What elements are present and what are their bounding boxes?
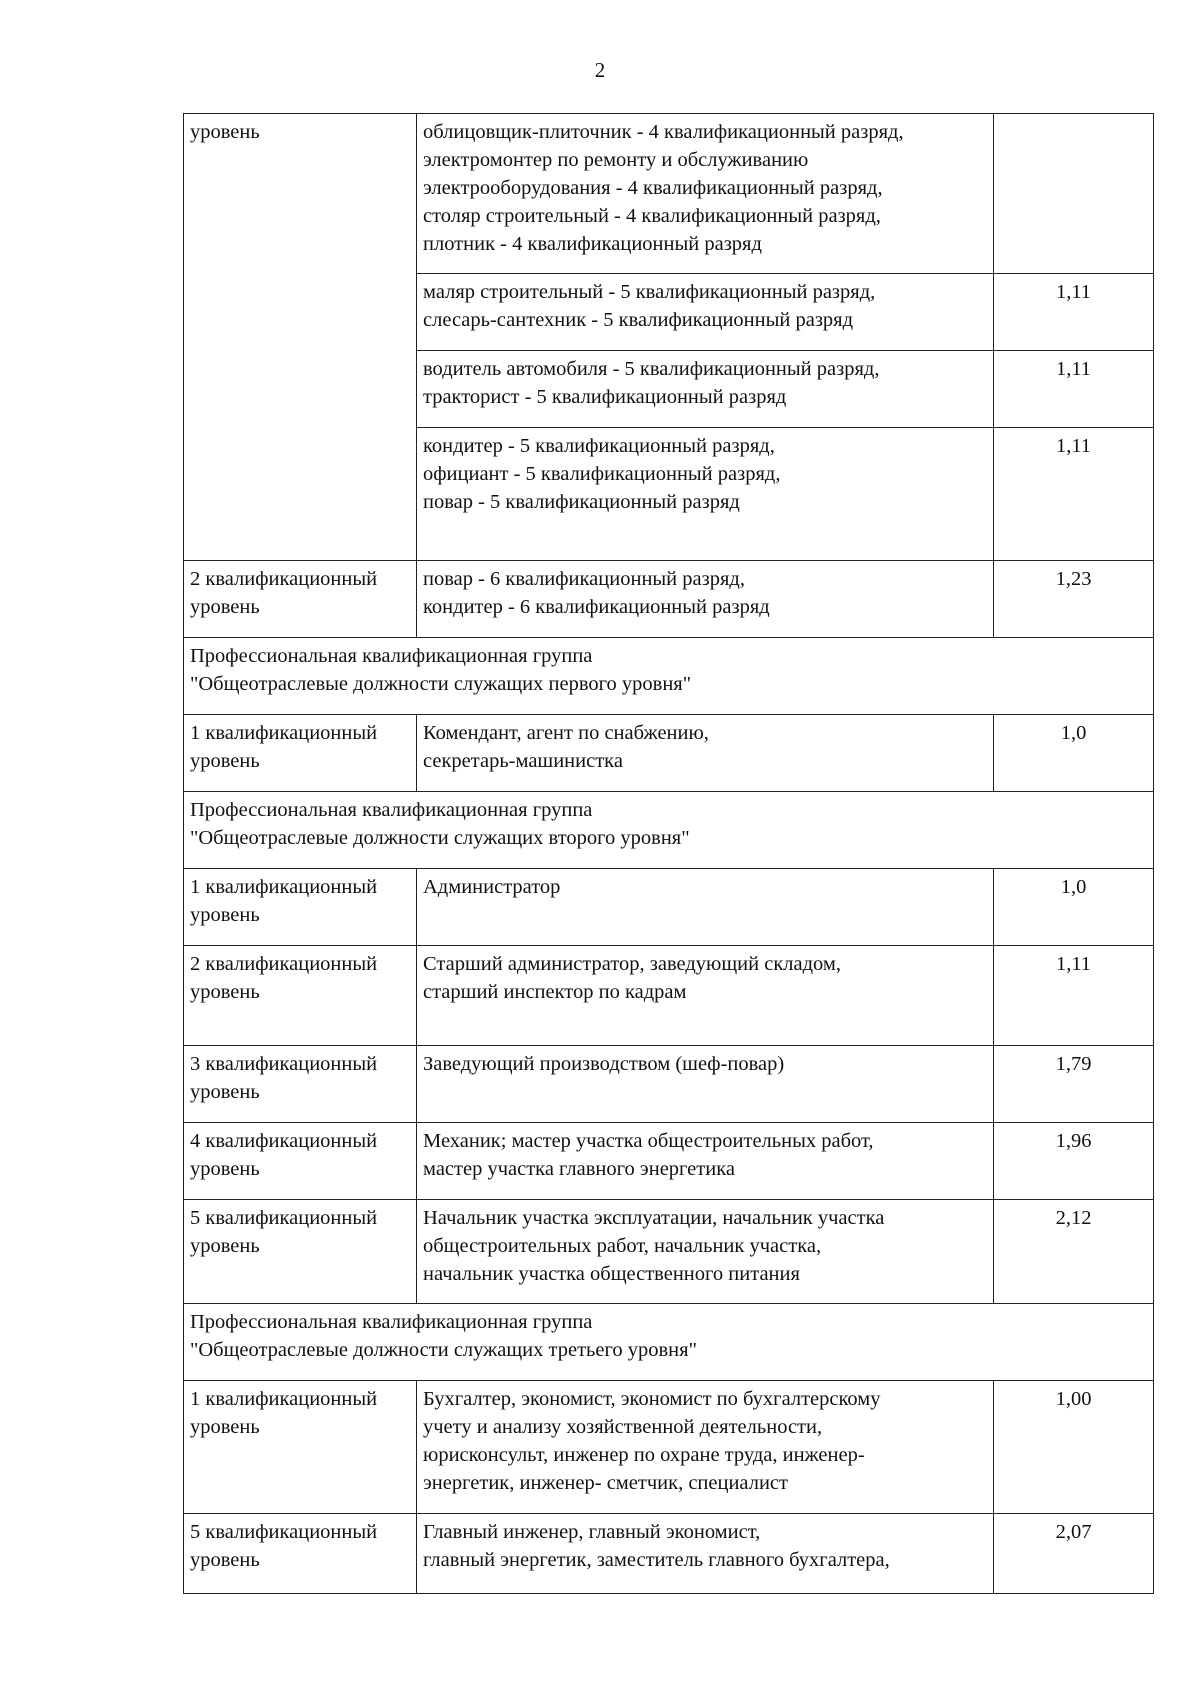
coefficient-cell: 1,11 xyxy=(994,274,1154,351)
group-header-row xyxy=(184,638,1154,715)
level-cell: 3 квалификационный уровень xyxy=(184,1046,417,1123)
description-cell: Администратор xyxy=(417,869,994,946)
level-cell: 1 квалификационный уровень xyxy=(184,715,417,792)
description-cell: Начальник участка эксплуатации, начальник участка общестроительных работ, начальник участка, начальник участка общественного питания xyxy=(417,1200,994,1304)
description-cell: Старший администратор, заведующий складом, старший инспектор по кадрам xyxy=(417,946,994,1046)
group-header-row xyxy=(184,792,1154,869)
coefficient-cell: 1,96 xyxy=(994,1123,1154,1200)
coefficient-cell: 2,07 xyxy=(994,1514,1154,1594)
level-cell: уровень xyxy=(184,114,417,561)
coefficient-cell: 1,23 xyxy=(994,561,1154,638)
coefficient-cell: 1,00 xyxy=(994,1381,1154,1514)
level-cell: 5 квалификационный уровень xyxy=(184,1514,417,1594)
table-row xyxy=(184,1200,1154,1304)
table-row xyxy=(184,561,1154,638)
coefficient-cell: 1,11 xyxy=(994,428,1154,561)
group-title: Профессиональная квалификационная группа "Общеотраслевые должности служащих первого уровня" xyxy=(184,638,1154,715)
description-cell: облицовщик-плиточник - 4 квалификационный разряд, электромонтер по ремонту и обслуживанию электрооборудования - 4 квалификационный разряд, столяр строительный - 4 квалификационный разряд, плотник - 4 квалификационный разряд xyxy=(417,114,994,274)
description-cell: Комендант, агент по снабжению, секретарь-машинистка xyxy=(417,715,994,792)
group-title: Профессиональная квалификационная группа "Общеотраслевые должности служащих второго уровня" xyxy=(184,792,1154,869)
qualification-table xyxy=(183,113,1154,1594)
coefficient-cell: 2,12 xyxy=(994,1200,1154,1304)
table-row xyxy=(184,1381,1154,1514)
coefficient-cell: 1,79 xyxy=(994,1046,1154,1123)
group-header-row xyxy=(184,1304,1154,1381)
level-cell: 1 квалификационный уровень xyxy=(184,1381,417,1514)
description-cell: Механик; мастер участка общестроительных работ, мастер участка главного энергетика xyxy=(417,1123,994,1200)
level-cell: 2 квалификационный уровень xyxy=(184,946,417,1046)
level-cell: 2 квалификационный уровень xyxy=(184,561,417,638)
description-cell: повар - 6 квалификационный разряд, кондитер - 6 квалификационный разряд xyxy=(417,561,994,638)
table-row xyxy=(184,715,1154,792)
description-cell: Главный инженер, главный экономист, главный энергетик, заместитель главного бухгалтера, xyxy=(417,1514,994,1594)
description-cell: Заведующий производством (шеф-повар) xyxy=(417,1046,994,1123)
coefficient-cell xyxy=(994,114,1154,274)
coefficient-cell: 1,0 xyxy=(994,715,1154,792)
level-cell: 5 квалификационный уровень xyxy=(184,1200,417,1304)
page-number: 2 xyxy=(594,58,606,82)
description-cell: маляр строительный - 5 квалификационный разряд, слесарь-сантехник - 5 квалификационный разряд xyxy=(417,274,994,351)
level-cell: 1 квалификационный уровень xyxy=(184,869,417,946)
coefficient-cell: 1,11 xyxy=(994,351,1154,428)
coefficient-cell: 1,0 xyxy=(994,869,1154,946)
table-row xyxy=(184,114,1154,274)
group-title: Профессиональная квалификационная группа "Общеотраслевые должности служащих третьего уровня" xyxy=(184,1304,1154,1381)
table-row xyxy=(184,869,1154,946)
level-cell: 4 квалификационный уровень xyxy=(184,1123,417,1200)
description-cell: кондитер - 5 квалификационный разряд, официант - 5 квалификационный разряд, повар - 5 квалификационный разряд xyxy=(417,428,994,561)
table-row xyxy=(184,1046,1154,1123)
description-cell: водитель автомобиля - 5 квалификационный разряд, тракторист - 5 квалификационный разряд xyxy=(417,351,994,428)
table-row xyxy=(184,1123,1154,1200)
table-row xyxy=(184,946,1154,1046)
table-row xyxy=(184,1514,1154,1594)
description-cell: Бухгалтер, экономист, экономист по бухгалтерскому учету и анализу хозяйственной деятельности, юрисконсульт, инженер по охране труда, инженер- энергетик, инженер- сметчик, специалист xyxy=(417,1381,994,1514)
coefficient-cell: 1,11 xyxy=(994,946,1154,1046)
